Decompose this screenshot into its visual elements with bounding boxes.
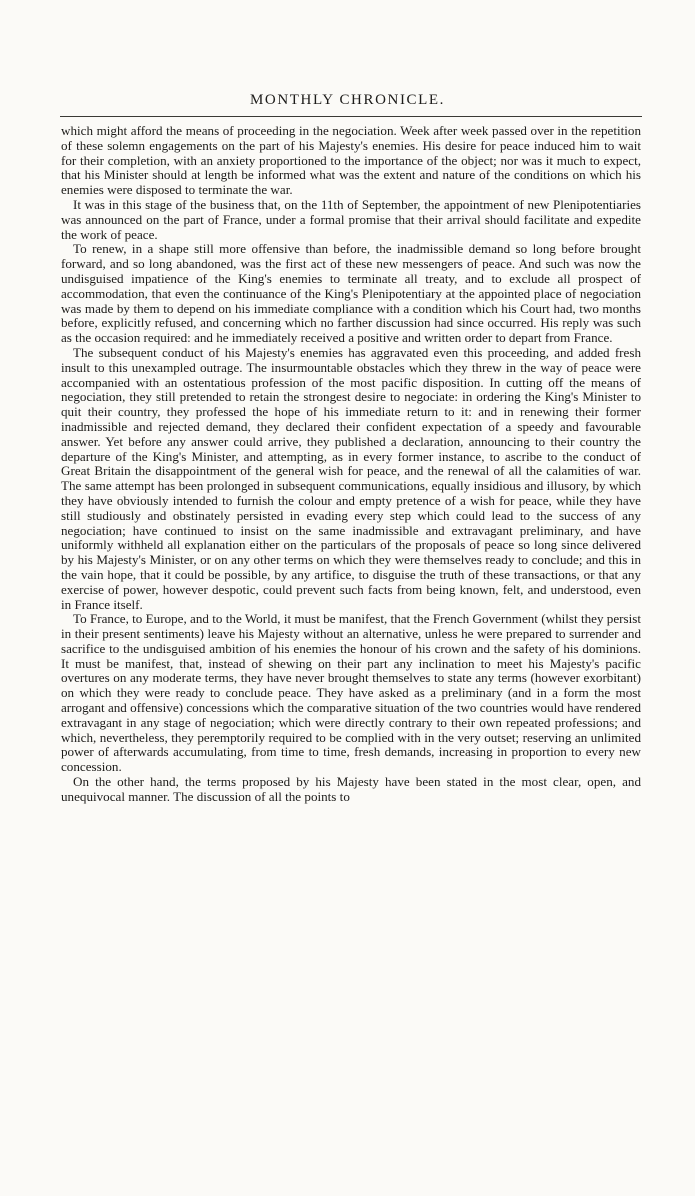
paragraph-1: which might afford the means of proceeding in the negociation. Week after week passed over in the repetition of these solemn engagements on the part of his Majesty's enemies. His desire for peace induced him to wait for their completion, with an anxiety proportioned to the importance of the object; nor was it much to expect, that his Minister should at length be informed what was the extent and nature of the conditions on which his enemies were disposed to terminate the war.: [61, 123, 641, 198]
paragraph-5: To France, to Europe, and to the World, it must be manifest, that the French Government (whilst they persist in their present sentiments) leave his Majesty without an alternative, unless he were prepared to surrender and sacrifice to the undisguised ambition of his enemies the honour of his crown and the safety of his dominions. It must be manifest, that, instead of shewing on their part any inclination to meet his Majesty's pacific overtures on any moderate terms, they have never brought themselves to state any terms (however exorbitant) on which they were ready to conclude peace. They have asked as a preliminary (and in a form the most arrogant and offensive) concessions which the comparative situation of the two countries would have rendered extravagant in any stage of negociation; which were directly contrary to their own repeated professions; and which, nevertheless, they peremptorily required to be complied with in the very outset; reserving an unlimited power of afterwards accumulating, from time to time, fresh demands, increasing in proportion to every new concession.: [61, 611, 641, 775]
body-text: [61, 124, 641, 805]
paragraph-2: It was in this stage of the business that, on the 11th of September, the appointment of new Plenipotentiaries was announced on the part of France, under a formal promise that their arrival should facilitate and expedite the work of peace.: [61, 196, 641, 242]
paragraph-4: The subsequent conduct of his Majesty's enemies has aggravated even this proceeding, and added fresh insult to this unexampled outrage. The insurmountable obstacles which they threw in the way of peace were accompanied with an ostentatious profession of the most pacific disposition. In cutting off the means of negociation, they still pretended to retain the strongest desire to negociate: in ordering the King's Minister to quit their country, they professed the hope of his immediate return to it: and in renewing their former inadmissible and rejected demand, they declared their confident expectation of a speedy and favourable answer. Yet before any answer could arrive, they published a declaration, announcing to their country the departure of the King's Minister, and attempting, as in every former instance, to ascribe to the conduct of Great Britain the disappointment of the general wish for peace, and the renewal of all the calamities of war. The same attempt has been prolonged in subsequent communications, equally insidious and illusory, by which they have obviously intended to furnish the colour and empty pretence of a wish for peace, while they have still studiously and obstinately persisted in evading every step which could lead to the success of any negociation; have continued to insist on the same inadmissible and extravagant preliminary, and have uniformly withheld all explanation either on the particulars of the proposals of peace so long since delivered by his Majesty's Minister, or on any other terms on which they were themselves ready to conclude; and this in the vain hope, that it could be possible, by any artifice, to disguise the truth of these transactions, or that any exercise of power, however despotic, could prevent such facts from being known, felt, and understood, even in France itself.: [61, 344, 641, 612]
paragraph-3: To renew, in a shape still more offensive than before, the inadmissible demand so long before brought forward, and so long abandoned, was the first act of these new messengers of peace. And such was now the undisguised impatience of the King's enemies to terminate all treaty, and to exclude all prospect of accommodation, that even the continuance of the King's Plenipotentiary at the appointed place of negociation was made by them to depend on his immediate compliance with a condition which his Court had, two months before, explicitly refused, and concerning which no farther discussion had since occurred. His reply was such as the occasion required: and he immediately received a positive and written order to depart from France.: [61, 241, 641, 346]
header-rule: [60, 116, 642, 117]
running-head-title: MONTHLY CHRONICLE.: [249, 92, 446, 108]
paragraph-6: On the other hand, the terms proposed by his Majesty have been stated in the most clear, open, and unequivocal manner. The discussion of all the points to: [61, 774, 641, 804]
